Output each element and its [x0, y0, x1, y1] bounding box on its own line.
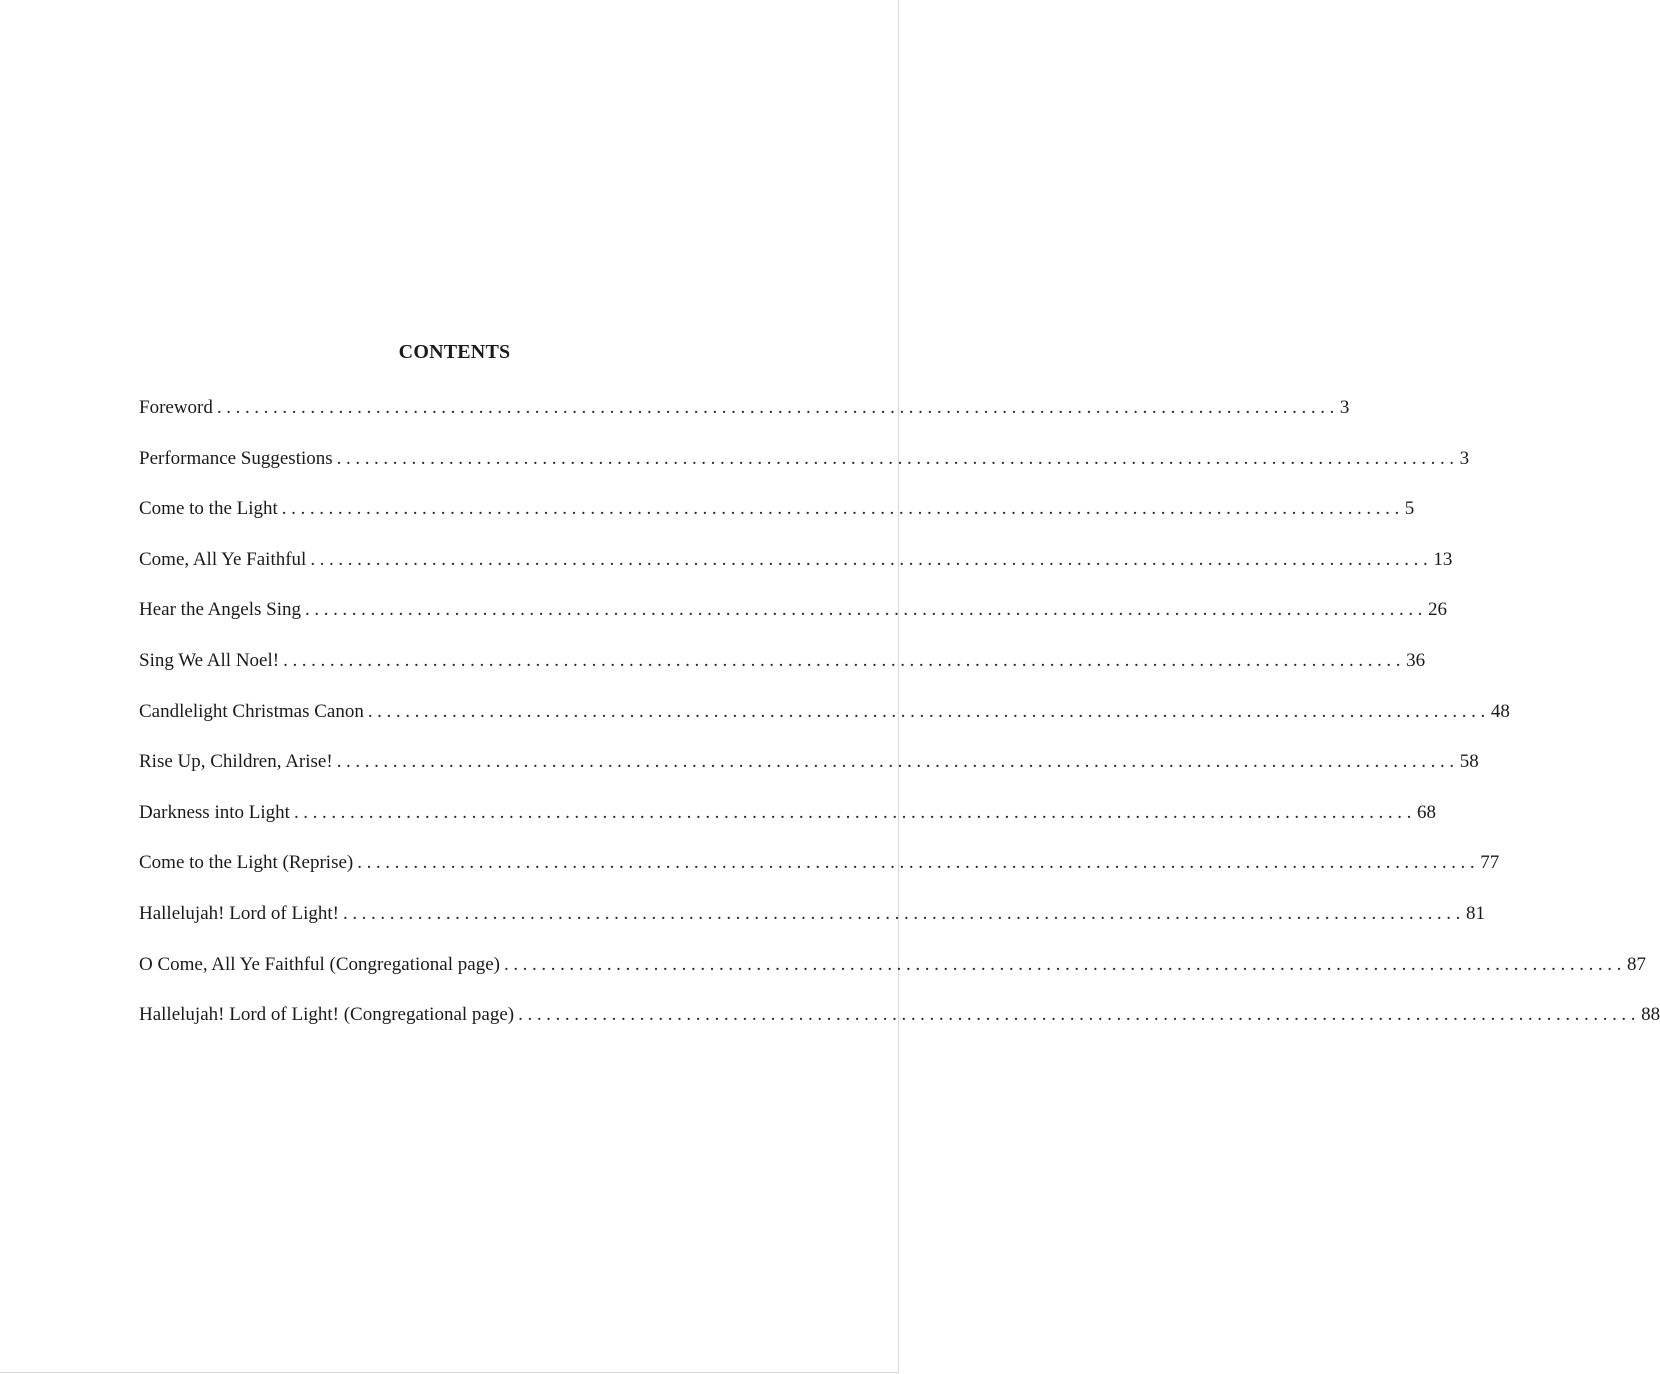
dot-leader: ........................................................................................................................: [336, 751, 1459, 773]
dot-leader: ........................................................................................................................: [518, 1004, 1641, 1026]
toc-entry-page: 58: [1459, 751, 1479, 773]
toc-entry: [139, 498, 1415, 549]
toc-entry-page: 13: [1433, 548, 1453, 570]
toc-entry: [139, 548, 1453, 600]
toc-entry-title: Darkness into Light: [139, 801, 290, 823]
toc-entry-title: Performance Suggestions: [139, 447, 333, 469]
dot-leader: ........................................................................................................................: [310, 548, 1433, 570]
toc-entry-page: 68: [1416, 801, 1436, 823]
toc-entry-page: 81: [1465, 902, 1485, 924]
dot-leader: ........................................................................................................................: [503, 953, 1626, 975]
toc-entry-title: Rise Up, Children, Arise!: [139, 751, 333, 773]
toc-entry-page: 3: [1339, 397, 1350, 418]
dot-leader: ........................................................................................................................: [367, 700, 1490, 722]
toc-entry-page: 26: [1428, 599, 1448, 621]
toc-entry-page: 36: [1406, 649, 1426, 671]
toc-entry-page: 48: [1490, 700, 1510, 722]
toc-entry-title: Hear the Angels Sing: [139, 599, 302, 621]
toc-entry: [139, 1004, 1660, 1055]
toc-entry: [139, 751, 1479, 802]
toc-entry-title: O Come, All Ye Faithful (Congregational page): [139, 953, 500, 975]
toc-entry-title: Come, All Ye Faithful: [139, 548, 307, 570]
toc-entry-title: Hallelujah! Lord of Light!: [139, 902, 339, 924]
toc-entry-title: Sing We All Noel!: [139, 649, 280, 671]
toc-entry: [139, 599, 1448, 650]
dot-leader: ........................................................................................................................: [305, 599, 1428, 621]
toc-entry-page: 88: [1641, 1004, 1660, 1026]
dot-leader: ........................................................................................................................: [281, 498, 1404, 520]
toc-entry: [139, 700, 1510, 752]
dot-leader: ........................................................................................................................: [283, 649, 1406, 671]
toc-entry: [139, 649, 1426, 701]
toc-entry-page: 77: [1480, 852, 1500, 874]
toc-entry: [139, 852, 1500, 903]
dot-leader: ........................................................................................................................: [342, 902, 1465, 924]
dot-leader: ........................................................................................................................: [357, 852, 1480, 874]
toc-entry-page: 87: [1626, 953, 1646, 975]
toc-entry: [139, 801, 1436, 853]
toc-entry-page: 3: [1459, 447, 1470, 469]
table-of-contents: [139, 397, 1660, 1055]
dot-leader: ........................................................................................................................: [216, 397, 1339, 418]
toc-entry: [139, 902, 1485, 954]
toc-entry-page: 5: [1404, 498, 1415, 520]
toc-entry-title: Come to the Light: [139, 498, 278, 520]
toc-entry-title: Hallelujah! Lord of Light! (Congregational page): [139, 1004, 515, 1026]
toc-entry: [139, 397, 1350, 448]
toc-entry-title: Candlelight Christmas Canon: [139, 700, 364, 722]
toc-entry-title: Come to the Light (Reprise): [139, 852, 354, 874]
toc-entry: [139, 953, 1646, 1005]
toc-entry-title: Foreword: [139, 397, 213, 418]
page-title: CONTENTS: [398, 341, 511, 363]
dot-leader: ........................................................................................................................: [336, 447, 1459, 469]
toc-entry: [139, 447, 1470, 499]
dot-leader: ........................................................................................................................: [293, 801, 1416, 823]
